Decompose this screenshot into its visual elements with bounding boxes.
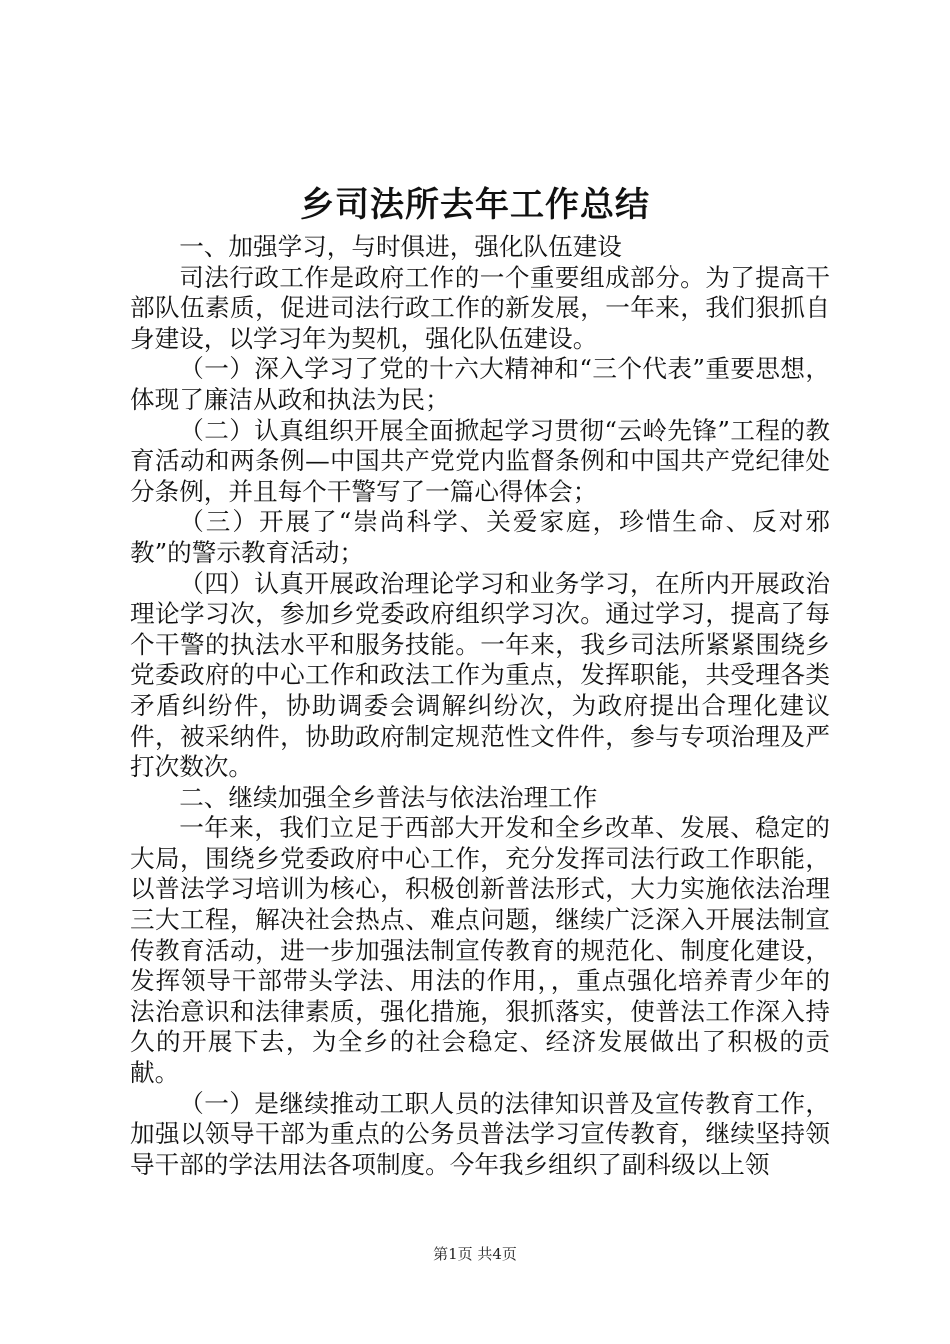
page-footer: 第1页 共4页 [433, 1245, 517, 1263]
paragraph: （一）是继续推动工职人员的法律知识普及宣传教育工作，加强以领导干部为重点的公务员普法学习宣传教育，继续坚持领导干部的学法用法各项制度。今年我乡组织了副科级以上领 [130, 1088, 830, 1179]
document-title: 乡司法所去年工作总结 [300, 185, 650, 225]
paragraph: （二）认真组织开展全面掀起学习贯彻“云岭先锋”工程的教育活动和两条例—中国共产党党内监督条例和中国共产党纪律处分条例，并且每个干警写了一篇心得体会； [130, 415, 830, 506]
paragraph: （三）开展了“崇尚科学、关爱家庭，珍惜生命、反对邪教”的警示教育活动； [130, 507, 830, 567]
paragraph: 一年来，我们立足于西部大开发和全乡改革、发展、稳定的大局，围绕乡党委政府中心工作，充分发挥司法行政工作职能，以普法学习培训为核心，积极创新普法形式，大力实施依法治理三大工程，解决社会热点、难点问题，继续广泛深入开展法制宣传教育活动，进一步加强法制宣传教育的规范化、制度化建设，发挥领导干部带头学法、用法的作用，，重点强化培养青少年的法治意识和法律素质，强化措施，狠抓落实，使普法工作深入持久的开展下去，为全乡的社会稳定、经济发展做出了积极的贡献。 [130, 813, 830, 1088]
paragraph: 司法行政工作是政府工作的一个重要组成部分。为了提高干部队伍素质，促进司法行政工作的新发展，一年来，我们狠抓自身建设，以学习年为契机，强化队伍建设。 [130, 262, 830, 353]
paragraph: （一）深入学习了党的十六大精神和“三个代表”重要思想，体现了廉洁从政和执法为民； [130, 354, 830, 414]
section-heading-1: 一、加强学习，与时俱进，强化队伍建设 [179, 232, 622, 261]
paragraph: （四）认真开展政治理论学习和业务学习，在所内开展政治理论学习次，参加乡党委政府组织学习次。通过学习，提高了每个干警的执法水平和服务技能。一年来，我乡司法所紧紧围绕乡党委政府的中心工作和政法工作为重点，发挥职能，共受理各类矛盾纠纷件，协助调委会调解纠纷次，为政府提出合理化建议件，被采纳件，协助政府制定规范性文件件，参与专项治理及严打次数次。 [130, 568, 830, 782]
document-body [130, 232, 830, 1180]
section-heading-2: 二、继续加强全乡普法与依法治理工作 [179, 782, 598, 812]
